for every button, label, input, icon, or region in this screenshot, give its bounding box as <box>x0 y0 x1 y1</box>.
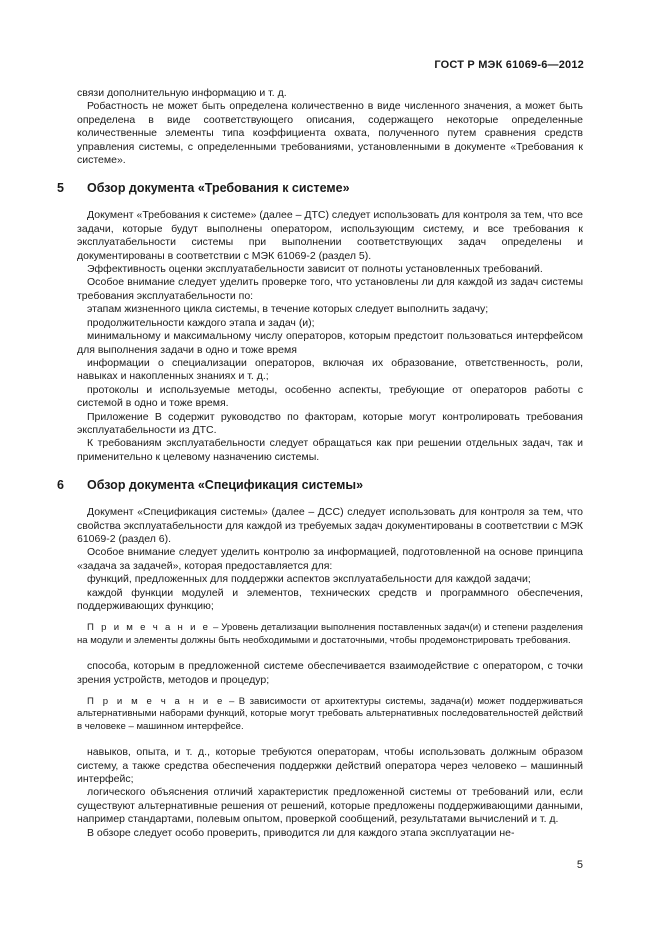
list-item: логического объяснения отличий характеристик предложенной системы от требований или, если существуют альтернативные решения от решений, которые предложены поддерживающими данными, например стандартами, полевым опытом, проверкой сообщений, результатами вычислений и т. д. <box>77 786 583 826</box>
section-5-heading <box>57 181 583 196</box>
list-item: минимальному и максимальному числу операторов, которым предстоит пользоваться интерфейсом для выполнения задачи в одно и тоже время <box>77 330 583 356</box>
list-item: каждой функции модулей и элементов, технических средств и программного обеспечения, поддерживающих функцию; <box>77 586 583 612</box>
page-number: 5 <box>576 859 583 871</box>
list-item: этапам жизненного цикла системы, в течение которых следует выполнить задачу; <box>87 303 489 316</box>
section-title: Обзор документа «Требования к системе» <box>87 181 350 196</box>
paragraph: В обзоре следует особо проверить, приводится ли для каждого этапа эксплуатации не- <box>87 826 515 839</box>
note: П р и м е ч а н и е – В зависимости от архитектуры системы, задача(и) может поддерживаться альтернативными наборами функций, которые могут требовать альтернативных последовательностей действий в человеке – машинном интерфейсе. <box>77 696 583 732</box>
document-body <box>57 87 583 840</box>
paragraph: связи дополнительную информацию и т. д. <box>77 87 287 99</box>
note-text: В зависимости от архитектуры системы, задача(и) может поддерживаться альтернативными наборами функций, которые могут требовать альтернативных последовательностей действий в человеке – машинном интерфейсе. <box>77 696 583 732</box>
paragraph: Робастность не может быть определена количественно в виде численного значения, а может быть определена в виде соответствующего описания, содержащего некоторые определенные количественные элементы типа коэффициента охвата, полученного путем сравнения средств управления системы, с определенными требованиями, установленными в документе «Требования к системе». <box>77 100 583 167</box>
list-item: способа, которым в предложенной системе обеспечивается взаимодействие с оператором, с точки зрения устройств, методов и процедур; <box>77 660 583 686</box>
paragraph: Эффективность оценки эксплуатабельности зависит от полноты установленных требований. <box>87 263 543 276</box>
note: П р и м е ч а н и е – Уровень детализации выполнения поставленных задач(и) и степени разделения на модули и элементы должны быть необходимыми и достаточными, чтобы продемонстрировать требования. <box>77 622 583 646</box>
note-text: Уровень детализации выполнения поставленных задач(и) и степени разделения на модули и элементы должны быть необходимыми и достаточными, чтобы продемонстрировать требования. <box>77 622 583 646</box>
section-title: Обзор документа «Спецификация системы» <box>87 478 364 493</box>
list-item: информации о специализации операторов, включая их образование, ответственность, роли, навыках и накопленных знаниях и т. д.; <box>77 356 583 383</box>
paragraph: Приложение В содержит руководство по факторам, которые могут контролировать требования эксплуатабельности из ДТС. <box>77 410 583 436</box>
document-header: ГОСТ Р МЭК 61069-6—2012 <box>434 59 584 71</box>
paragraph: К требованиям эксплуатабельности следует обращаться как при решении отдельных задач, так и применительно к целевому назначению системы. <box>77 437 583 463</box>
paragraph: Особое внимание следует уделить проверке того, что установлены ли для каждой из задач системы требования эксплуатабельности по: <box>77 276 583 302</box>
paragraph: Документ «Спецификация системы» (далее – ДСС) следует использовать для контроля за тем, что свойства эксплуатабельности для каждой из требуемых задач документированы в соответствии с МЭК 61069-2 (раздел 6). <box>77 506 583 545</box>
list-item: функций, предложенных для поддержки аспектов эксплуатабельности для каждой задачи; <box>87 573 531 586</box>
section-6-heading <box>57 478 583 493</box>
paragraph: Документ «Требования к системе» (далее – ДТС) следует использовать для контроля за тем, что все задачи, которые будут выполнены оператором, использующим систему, и все требования к эксплуатабельности системы при выполнении соответствующих задач определены и документированы в соответствии с МЭК 61069-2 (раздел 5). <box>77 209 583 262</box>
note-label: П р и м е ч а н и е <box>87 696 225 708</box>
list-item: продолжительности каждого этапа и задач (и); <box>87 316 315 329</box>
section-number: 5 <box>57 181 64 196</box>
paragraph: Особое внимание следует уделить контролю за информацией, подготовленной на основе принципа «задача за задачей», которая предоставляется для: <box>77 546 583 572</box>
list-item: протоколы и используемые методы, особенно аспекты, требующие от операторов работы с системой в одно и тоже время. <box>77 383 583 410</box>
note-label: П р и м е ч а н и е <box>87 622 211 634</box>
list-item: навыков, опыта, и т. д., которые требуются операторам, чтобы использовать должным образом систему, а также средства обеспечения поддержки действий оператора через человеко – машинный интерфейс; <box>77 746 583 786</box>
section-number: 6 <box>57 478 64 493</box>
